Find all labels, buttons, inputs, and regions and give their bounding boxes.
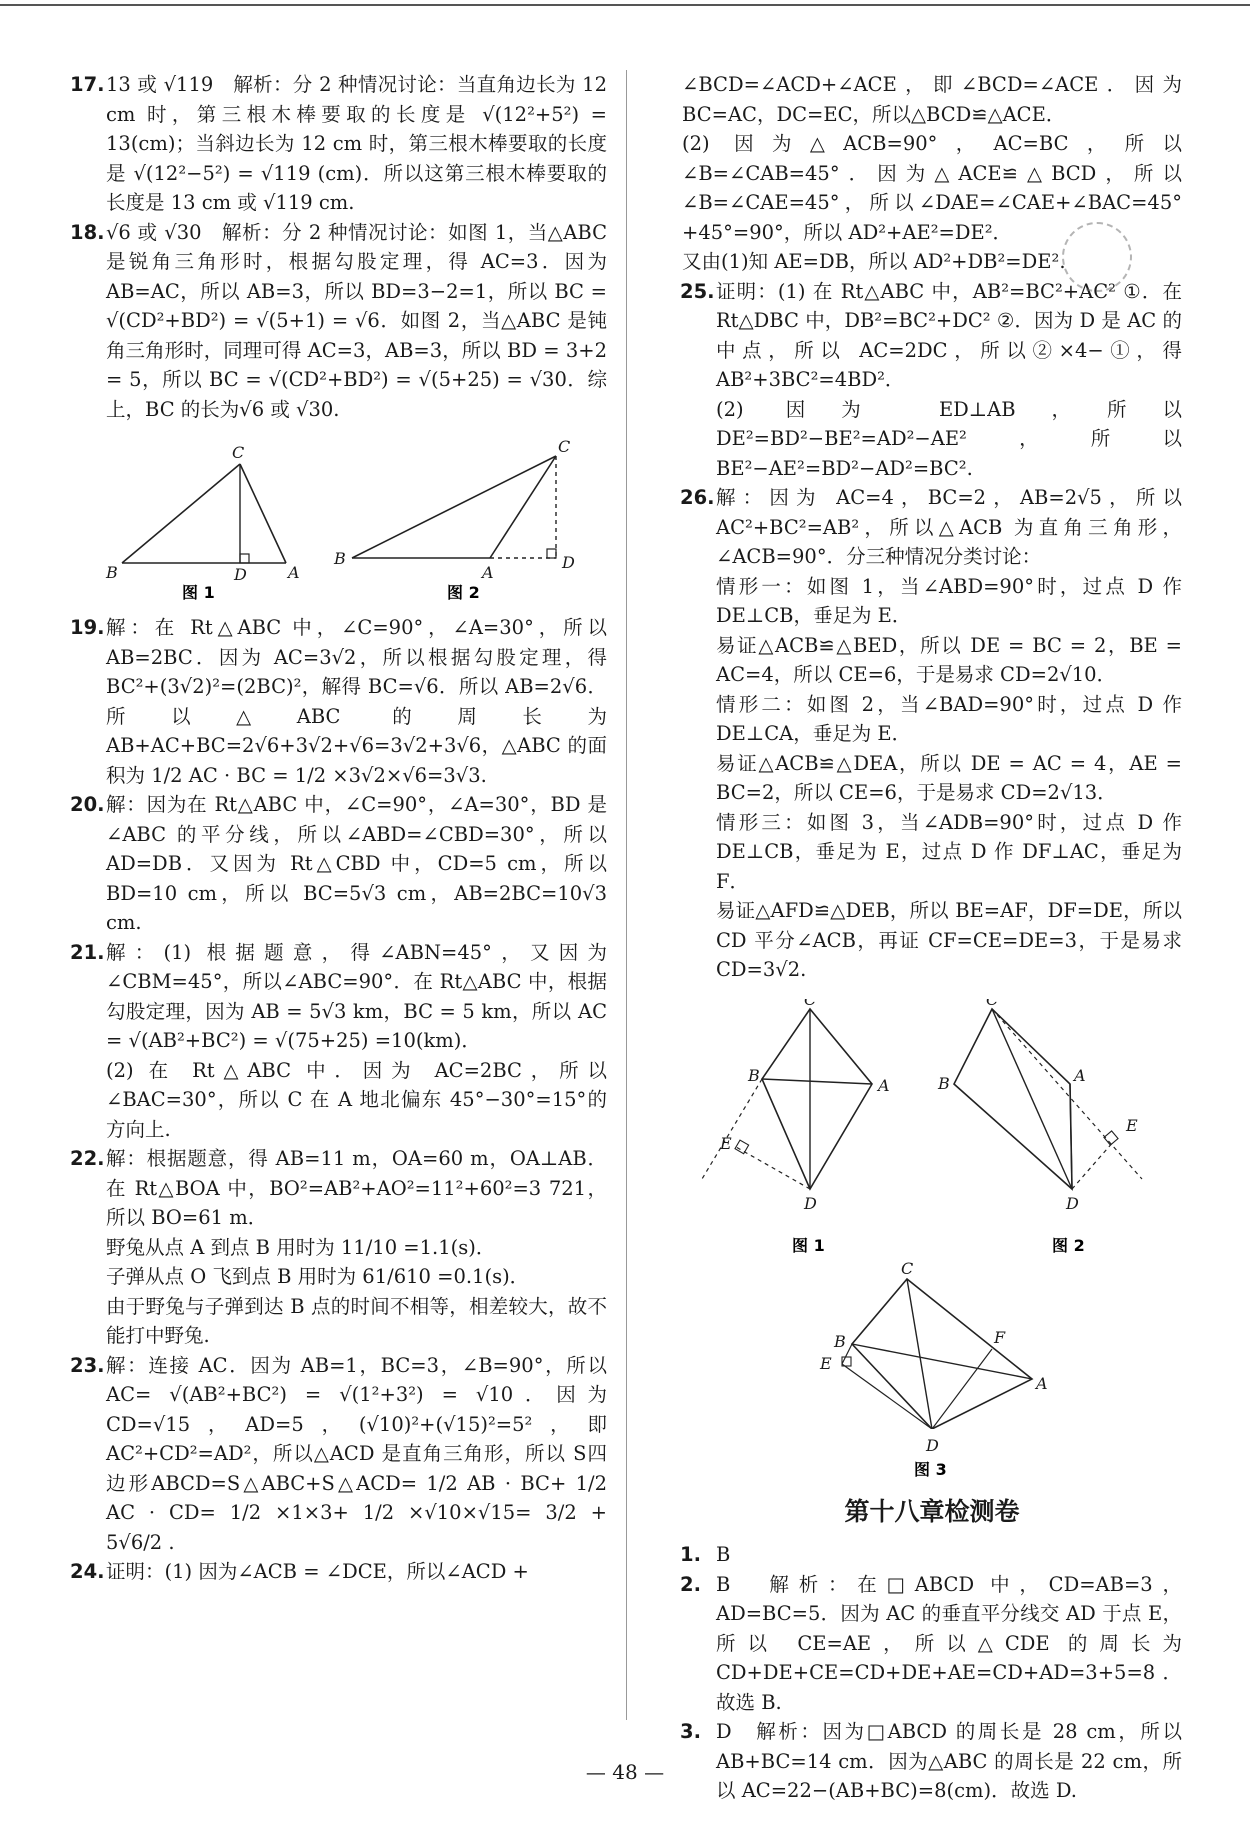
figure-2-obtuse-triangle [333,438,575,582]
answer-text: √6 或 √30 解析：分 2 种情况讨论：如图 1，当△ABC 是锐角三角形时，根据勾股定理，得 AC=3．因为 AB=AC，所以 AB=3，所以 BD=3−2=1，所以 BC = √(CD²+BD²) = √(5+1) = √6．如图 2，当△ABC 是钝角三角形时，同理可得 AC=3，AB=3，所以 BD = 3+2 = 5，所以 BC = √(CD²+BD²) = √(5+25) = √30．综上，BC 的长为√6 或 √30. [106,220,607,421]
figure-3-footer [682,1439,1182,1479]
point-label-a: A [288,563,300,582]
point-label-c: C [986,998,999,1009]
figure-set-26 [682,999,1182,1429]
point-label-f: F [994,1327,1006,1347]
answer-20: 20. 解：因为在 Rt△ABC 中，∠C=90°，∠A=30°，BD 是∠ABC 的平分线，所以∠ABD=∠CBD=30°，所以 AD=DB．又因为 Rt△CBD 中，CD=5 cm，所以 BD=10 cm，所以 BC=5√3 cm，AB=2BC=10√3 cm. [72,790,607,938]
figure-caption: 图 1 [182,583,215,602]
answer-19: 19. 解：在 Rt△ABC 中，∠C=90°，∠A=30°，所以AB=2BC．因为 AC=3√2，所以根据勾股定理，得 BC²+(3√2)²=(2BC)²，解得 BC=√6．所以 AB=2√6．所以△ABC 的周长为 AB+AC+BC=2√6+3√2+√6=3√2+3√6，△ABC 的面积为 1/2 AC · BC = 1/2 ×3√2×√6=3√3. [72,613,607,790]
figure-caption: 图 3 [914,1459,947,1479]
stamp-seal [1062,222,1132,292]
answer-17: 17. 13 或 √119 解析：分 2 种情况讨论：当直角边长为 12 cm 时，第三根木棒要取的长度是 √(12²+5²) = 13(cm)；当斜边长为 12 cm 时，第三根木棒要取的长度是 √(12²−5²) = √119 (cm)．所以这第三根木棒要取的长度是 13 cm 或 √119 cm. [72,70,607,218]
point-label-c: C [232,443,245,462]
point-label-a: A [1036,1373,1048,1393]
point-label-a: A [878,1075,890,1095]
figure-1-case-one [702,999,890,1213]
point-label-e: E [820,1353,832,1373]
figure-caption: 图 1 [792,1235,825,1255]
page-number: — 48 — [585,1760,665,1784]
point-label-c: C [558,438,571,456]
answer-26: 26. 解：因为 AC=4，BC=2，AB=2√5，所以 AC²+BC²=AB²，所以△ACB 为直角三角形，∠ACB=90°．分三种情况分类讨论： 情形一：如图 1，当∠ABD=90°时，过点 D 作 DE⊥CB，垂足为 E． 易证△ACB≌△BED，所以 DE = BC = 2，BE = AC=4，所以 CE=6，于是易求 CD=2√10． 情形二：如图 2，当∠BAD=90°时，过点 D 作 DE⊥CA，垂足为 E． 易证△ACB≌△DEA，所以 DE = AC = 4，AE = BC=2，所以 CE=6，于是易求 CD=2√13． 情形三：如图 3，当∠ADB=90°时，过点 D 作 DE⊥CB，垂足为 E，过点 D 作 DF⊥AC，垂足为 F． 易证△AFD≌△DEB，所以 BE=AF，DF=DE，所以 CD 平分∠ACB，再证 CF=CE=DE=3，于是易求 CD=3√2. [682,483,1182,985]
answer-25: 25. 证明：(1) 在 Rt△ABC 中，AB²=BC²+AC² ①．在 Rt△DBC 中，DB²=BC²+DC² ②．因为 D 是 AC 的中点，所以 AC=2DC，所以②×4−①，得 AB²+3BC²=4BD²． (2) 因为 ED⊥AB，所以 DE²=BD²−BE²=AD²−AE²，所以 BE²−AE²=BD²−AD²=BC². [682,277,1182,484]
answer-text: D 解析：因为□ABCD 的周长是 28 cm，所以 AB+BC=14 cm．因为△ABC 的周长是 22 cm，所以 AC=22−(AB+BC)=8(cm)．故选 D. [716,1720,1182,1802]
left-column [72,70,607,1587]
answer-23: 23. 解：连接 AC．因为 AB=1，BC=3，∠B=90°，所以 AC= √(AB²+BC²) = √(1²+3²) = √10．因为 CD=√15，AD=5，(√10)²+(√15)²=5²，即 AC²+CD²=AD²，所以△ACD 是直角三角形，所以 S四边形ABCD=S△ABC+S△ACD= 1/2 AB · BC+ 1/2 AC · CD= 1/2 ×1×3+ 1/2 ×√10×√15= 3/2 + 5√6/2 . [72,1351,607,1558]
point-label-a: A [1074,1065,1086,1085]
test-answer-1: 1. B [682,1540,1182,1570]
column-divider [626,70,627,1720]
point-label-d: D [562,553,575,572]
answer-text: 解：(1) 根据题意，得∠ABN=45°，又因为∠CBM=45°，所以∠ABC=90°．在 Rt△ABC 中，根据勾股定理，因为 AB = 5√3 km，BC = 5 km，所以 AC = √(AB²+BC²) = √(75+25) =10(km)． (2) 在 Rt△ABC 中．因为 AC=2BC，所以∠BAC=30°，所以 C 在 A 地北偏东 45°−30°=15°的方向上. [106,940,607,1141]
point-label-d: D [804,1193,817,1213]
answer-text: ∠BCD=∠ACD+∠ACE，即∠BCD=∠ACE．因为 BC=AC，DC=EC，所以△BCD≌△ACE． (2) 因为△ACB=90°，AC=BC，所以∠B=∠CAB=45°．因为△ACE≌△BCD，所以∠B=∠CAE=45°，所以∠DAE=∠CAE+∠BAC=45°+45°=90°，所以 AD²+AE²=DE²． 又由(1)知 AE=DB，所以 AD²+DB²=DE². [682,73,1182,273]
answer-text: 解：因为在 Rt△ABC 中，∠C=90°，∠A=30°，BD 是∠ABC 的平分线，所以∠ABD=∠CBD=30°，所以 AD=DB．又因为 Rt△CBD 中，CD=5 cm，所以 BD=10 cm，所以 BC=5√3 cm，AB=2BC=10√3 cm. [106,793,607,934]
figure-caption: 图 2 [447,583,480,602]
point-label-a: A [482,563,494,582]
quadrilateral-figures [682,999,1182,1429]
figure-2-case-two [937,999,1142,1213]
section-title: 第十八章检测卷 [844,1496,1020,1526]
point-label-d: D [234,565,247,584]
figure-caption: 图 2 [1052,1235,1085,1255]
point-label-c: C [901,1258,914,1278]
test-answer-3: 3. D 解析：因为□ABCD 的周长是 28 cm，所以 AB+BC=14 cm．因为△ABC 的周长是 22 cm，所以 AC=22−(AB+BC)=8(cm)．故选 D. [682,1717,1182,1806]
answer-text: 解：在 Rt△ABC 中，∠C=90°，∠A=30°，所以AB=2BC．因为 AC=3√2，所以根据勾股定理，得 BC²+(3√2)²=(2BC)²，解得 BC=√6．所以 AB=2√6．所以△ABC 的周长为 AB+AC+BC=2√6+3√2+√6=3√2+3√6，△ABC 的面积为 1/2 AC · BC = 1/2 ×3√2×√6=3√3. [106,616,607,787]
point-label-b: B [748,1065,760,1085]
point-label-b: B [834,1331,846,1351]
figure-pair-18 [72,438,607,603]
point-label-d: D [926,1438,939,1455]
figure-3-caption-area [682,1439,1182,1479]
point-label-b: B [106,563,118,582]
answer-text: 解：因为 AC=4，BC=2，AB=2√5，所以 AC²+BC²=AB²，所以△ACB 为直角三角形，∠ACB=90°．分三种情况分类讨论： 情形一：如图 1，当∠ABD=90°时，过点 D 作 DE⊥CB，垂足为 E． 易证△ACB≌△BED，所以 DE = BC = 2，BE = AC=4，所以 CE=6，于是易求 CD=2√10． 情形二：如图 2，当∠BAD=90°时，过点 D 作 DE⊥CA，垂足为 E． 易证△ACB≌△DEA，所以 DE = AC = 4，AE = BC=2，所以 CE=6，于是易求 CD=2√13． 情形三：如图 3，当∠ADB=90°时，过点 D 作 DE⊥CB，垂足为 E，过点 D 作 DF⊥AC，垂足为 F． 易证△AFD≌△DEB，所以 BE=AF，DF=DE，所以 CD 平分∠ACB，再证 CF=CE=DE=3，于是易求 CD=3√2. [716,486,1182,981]
triangle-figures [72,438,607,603]
answer-24: 24. 证明：(1) 因为∠ACB = ∠DCE，所以∠ACD + [72,1557,607,1587]
point-label-b: B [938,1073,950,1093]
answer-18: 18. √6 或 √30 解析：分 2 种情况讨论：如图 1，当△ABC 是锐角三角形时，根据勾股定理，得 AC=3．因为 AB=AC，所以 AB=3，所以 BD=3−2=1，所以 BC = √(CD²+BD²) = √(5+1) = √6．如图 2，当△ABC 是钝角三角形时，同理可得 AC=3，AB=3，所以 BD = 3+2 = 5，所以 BC = √(CD²+BD²) = √(5+25) = √30．综上，BC 的长为√6 或 √30. [72,218,607,425]
point-label-c: C [804,998,817,1009]
right-column [682,70,1182,1806]
point-label-e: E [720,1133,732,1153]
point-label-d: D [1066,1193,1079,1213]
answer-text: 13 或 √119 解析：分 2 种情况讨论：当直角边长为 12 cm 时，第三根木棒要取的长度是 √(12²+5²) = 13(cm)；当斜边长为 12 cm 时，第三根木棒要取的长度是 √(12²−5²) = √119 (cm)．所以这第三根木棒要取的长度是 13 cm 或 √119 cm. [106,73,607,214]
test-answer-2: 2. B 解析：在□ABCD 中，CD=AB=3，AD=BC=5．因为 AC 的垂直平分线交 AD 于点 E，所以 CE=AE，所以△CDE 的周长为 CD+DE+CE=CD+DE+AE=CD+AD=3+5=8．故选 B. [682,1570,1182,1718]
point-label-b: B [334,549,346,568]
answer-21: 21. 解：(1) 根据题意，得∠ABN=45°，又因为∠CBM=45°，所以∠ABC=90°．在 Rt△ABC 中，根据勾股定理，因为 AB = 5√3 km，BC = 5 km，所以 AC = √(AB²+BC²) = √(75+25) =10(km)． (2) 在 Rt△ABC 中．因为 AC=2BC，所以∠BAC=30°，所以 C 在 A 地北偏东 45°−30°=15°的方向上. [72,938,607,1145]
answer-text: B [716,1543,731,1566]
answer-text: 证明：(1) 因为∠ACB = ∠DCE，所以∠ACD + [106,1560,529,1583]
answer-text: 解：连接 AC．因为 AB=1，BC=3，∠B=90°，所以 AC= √(AB²+BC²) = √(1²+3²) = √10．因为 CD=√15，AD=5，(√10)²+(√15)²=5²，即 AC²+CD²=AD²，所以△ACD 是直角三角形，所以 S四边形ABCD=S△ABC+S△ACD= 1/2 AB · BC+ 1/2 AC · CD= 1/2 ×1×3+ 1/2 ×√10×√15= 3/2 + 5√6/2 . [106,1353,607,1554]
answer-text: 证明：(1) 在 Rt△ABC 中，AB²=BC²+AC² ①．在 Rt△DBC 中，DB²=BC²+DC² ②．因为 D 是 AC 的中点，所以 AC=2DC，所以②×4−①，得 AB²+3BC²=4BD²． (2) 因为 ED⊥AB，所以 DE²=BD²−BE²=AD²−AE²，所以 BE²−AE²=BD²−AD²=BC². [716,279,1182,480]
figure-1-acute-triangle [105,443,300,584]
top-rule [0,4,1250,6]
answer-text: 解：根据题意，得 AB=11 m，OA=60 m，OA⊥AB．在 Rt△BOA 中，BO²=AB²+AO²=11²+60²=3 721，所以 BO=61 m． 野兔从点 A 到点 B 用时为 11/10 =1.1(s)． 子弹从点 O 飞到点 B 用时为 61/610 =0.1(s)． 由于野兔与子弹到达 B 点的时间不相等，相差较大，故不能打中野兔. [106,1147,607,1347]
answer-text: B 解析：在□ABCD 中，CD=AB=3，AD=BC=5．因为 AC 的垂直平分线交 AD 于点 E，所以 CE=AE，所以△CDE 的周长为 CD+DE+CE=CD+DE+AE=CD+AD=3+5=8．故选 B. [716,1572,1182,1714]
point-label-e: E [1126,1115,1138,1135]
answer-22: 22. 解：根据题意，得 AB=11 m，OA=60 m，OA⊥AB．在 Rt△BOA 中，BO²=AB²+AO²=11²+60²=3 721，所以 BO=61 m． 野兔从点 A 到点 B 用时为 11/10 =1.1(s)． 子弹从点 O 飞到点 B 用时为 61/610 =0.1(s)． 由于野兔与子弹到达 B 点的时间不相等，相差较大，故不能打中野兔. [72,1144,607,1351]
figure-3-case-three [819,1259,1048,1429]
